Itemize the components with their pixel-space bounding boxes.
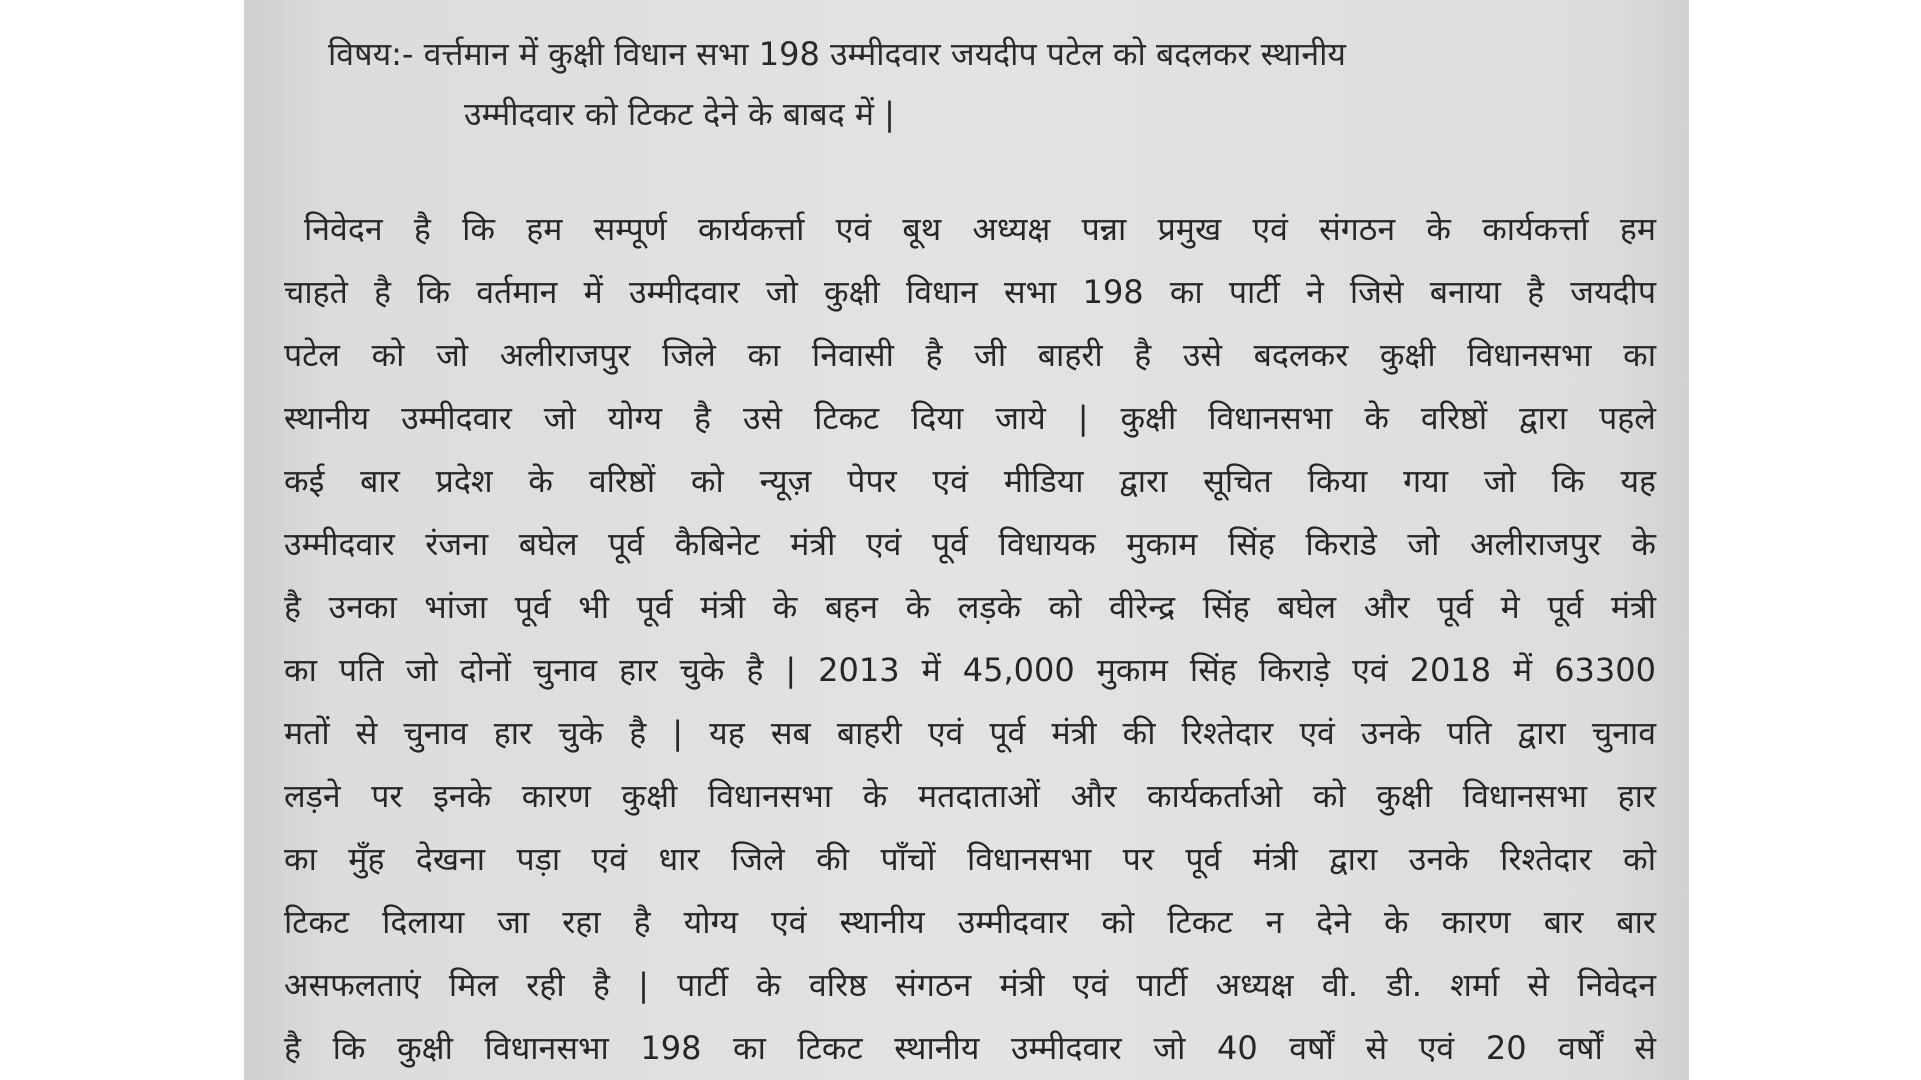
body-line-3: पटेल को जो अलीराजपुर जिले का निवासी है जी बाहरी है उसे बदलकर कुक्षी विधानसभा का (284, 336, 1656, 374)
body-line-7: है उनका भांजा पूर्व भी पूर्व मंत्री के बहन के लड़के को वीरेन्द्र सिंह बघेल और पूर्व मे पूर्व मंत्री (284, 588, 1656, 626)
letter-page (244, 0, 1689, 1080)
body-line-1: निवेदन है कि हम सम्पूर्ण कार्यकर्त्ता एवं बूथ अध्यक्ष पन्ना प्रमुख एवं संगठन के कार्यकर्त्ता हम (304, 210, 1656, 248)
body-line-5: कई बार प्रदेश के वरिष्ठों को न्यूज़ पेपर एवं मीडिया द्वारा सूचित किया गया जो कि यह (284, 462, 1656, 500)
body-line-14: है कि कुक्षी विधानसभा 198 का टिकट स्थानीय उम्मीदवार जो 40 वर्षों से एवं 20 वर्षों से (284, 1029, 1656, 1067)
body-line-13: असफलताएं मिल रही है | पार्टी के वरिष्ठ संगठन मंत्री एवं पार्टी अध्यक्ष वी. डी. शर्मा से निवेदन (284, 966, 1656, 1004)
body-line-8: का पति जो दोनों चुनाव हार चुके है | 2013 में 45,000 मुकाम सिंह किराड़े एवं 2018 में 63300 (284, 651, 1656, 689)
body-line-10: लड़ने पर इनके कारण कुक्षी विधानसभा के मतदाताओं और कार्यकर्ताओ को कुक्षी विधानसभा हार (284, 777, 1656, 815)
body-line-2: चाहते है कि वर्तमान में उम्मीदवार जो कुक्षी विधान सभा 198 का पार्टी ने जिसे बनाया है जयदीप (284, 273, 1656, 311)
subject-line-1: विषय:- वर्त्तमान में कुक्षी विधान सभा 198 उम्मीदवार जयदीप पटेल को बदलकर स्थानीय (328, 35, 1346, 73)
body-line-11: का मुँह देखना पड़ा एवं धार जिले की पाँचों विधानसभा पर पूर्व मंत्री द्वारा उनके रिश्तेदार को (284, 840, 1656, 878)
body-line-6: उम्मीदवार रंजना बघेल पूर्व कैबिनेट मंत्री एवं पूर्व विधायक मुकाम सिंह किराडे जो अलीराजपुर के (284, 525, 1656, 563)
body-line-9: मतों से चुनाव हार चुके है | यह सब बाहरी एवं पूर्व मंत्री की रिश्तेदार एवं उनके पति द्वारा चुनाव (284, 714, 1656, 752)
body-line-4: स्थानीय उम्मीदवार जो योग्य है उसे टिकट दिया जाये | कुक्षी विधानसभा के वरिष्ठों द्वारा पहले (284, 399, 1656, 437)
body-line-12: टिकट दिलाया जा रहा है योग्य एवं स्थानीय उम्मीदवार को टिकट न देने के कारण बार बार (284, 903, 1656, 941)
subject-line-2: उम्मीदवार को टिकट देने के बाबद में | (464, 95, 895, 133)
letter-subject (328, 24, 1638, 144)
letter-body (284, 198, 1656, 1080)
